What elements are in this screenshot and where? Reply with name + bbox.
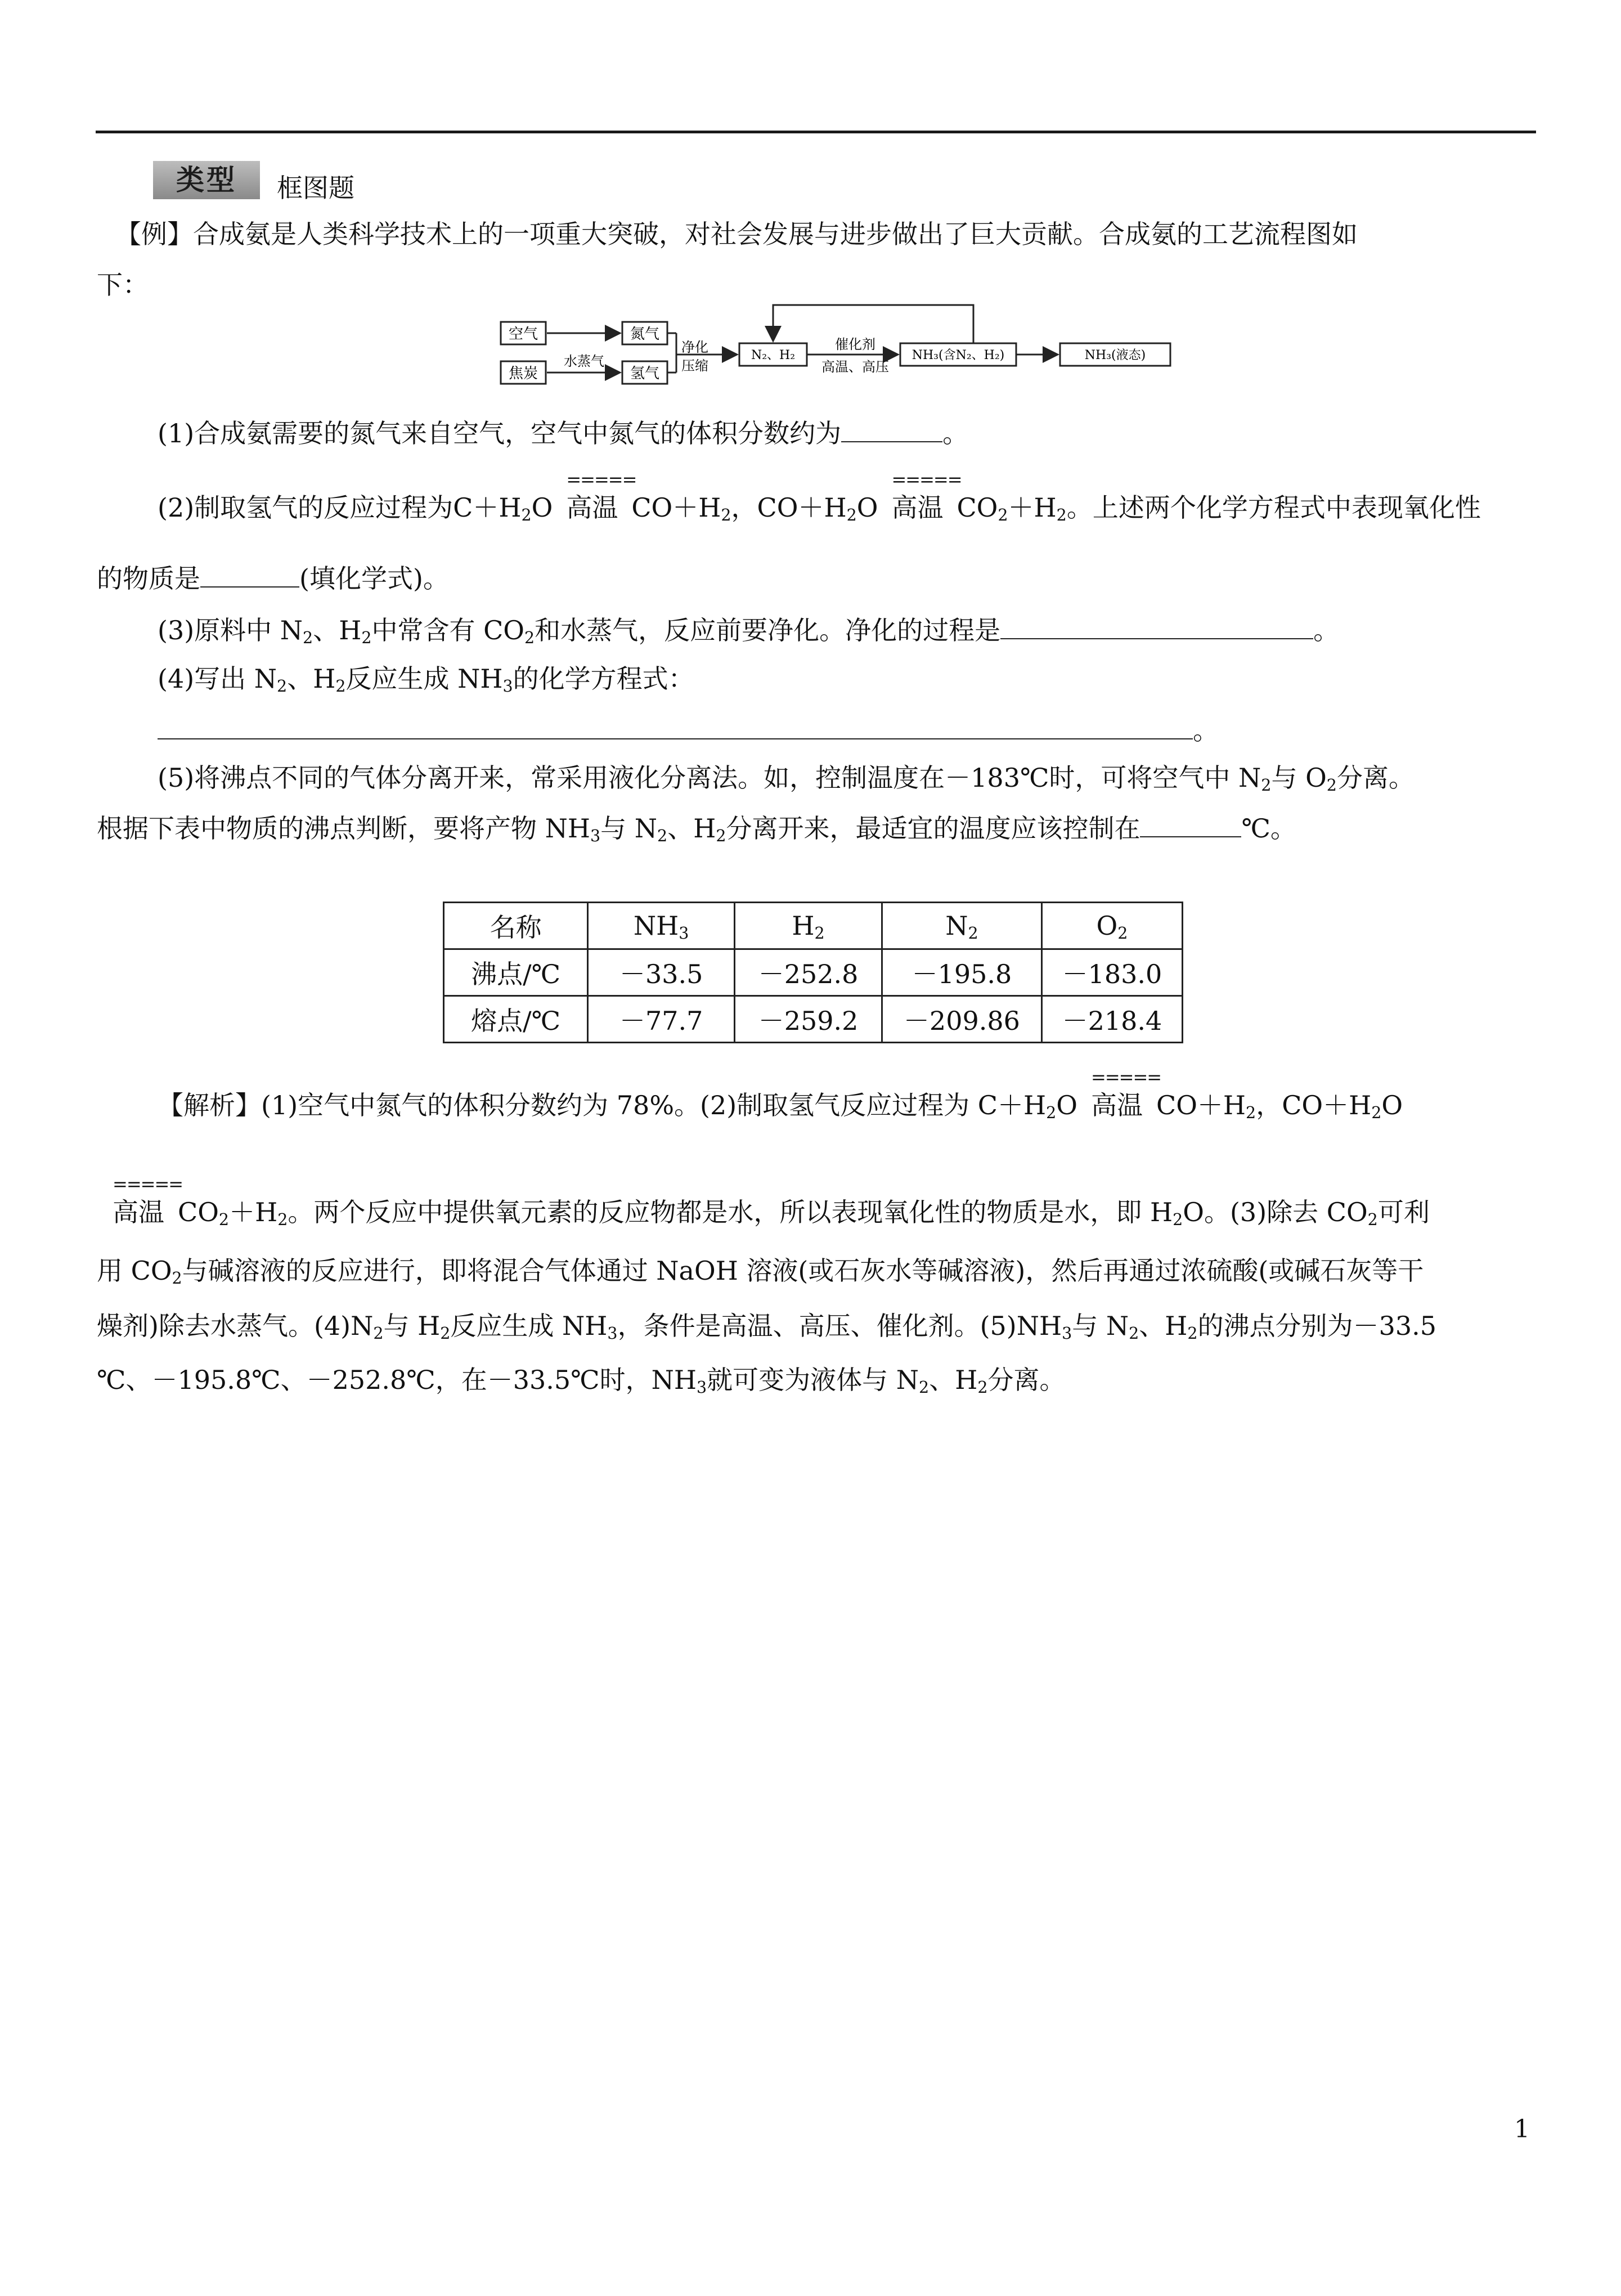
question-5-line1: (5)将沸点不同的气体分离开来，常采用液化分离法。如，控制温度在－183℃时，可将空气中 $N_2$与 $O_2$分离。 (158, 763, 1415, 795)
question-2-line1: (2)制取氢气的反应过程为$C+H_2O$ ===== 高温 $CO+H_2$，$CO+H_2O$ ===== 高温 $CO_2+H_2$。上述两个化学方程式中表现氧化性 (158, 469, 1481, 525)
condition-high-temp: ===== 高温 (891, 469, 962, 523)
label-air: 空气 (508, 326, 538, 343)
section-title: 框图题 (277, 173, 354, 203)
question-3: (3)原料中 $N_2$、$H_2$中常含有 $CO_2$和水蒸气，反应前要净化。净化的过程是 。 (158, 613, 1339, 647)
analysis-line2: ===== 高温 $CO_2+H_2$。两个反应中提供氧元素的反应物都是水，所以表现氧化性的物质是水，即 $H_2O$。(3)除去 $CO_2$可利 (113, 1173, 1430, 1230)
table-row-label: 熔点/℃ (444, 996, 588, 1043)
example-intro-line2: 下： (97, 270, 149, 300)
table-header-cell: $NH_3$ (588, 903, 735, 949)
condition-high-temp: ===== 高温 (113, 1173, 183, 1227)
label-nitrogen: 氮气 (630, 326, 660, 343)
label-coke: 焦炭 (508, 365, 538, 382)
label-purify: 净化 (681, 339, 708, 355)
label-steam: 水蒸气 (564, 353, 604, 369)
question-2-line2: 的物质是 (填化学式)。 (97, 562, 449, 595)
question-1: (1)合成氨需要的氮气来自空气，空气中氮气的体积分数约为 。 (158, 416, 968, 450)
table-header-cell: $O_2$ (1041, 903, 1182, 949)
label-conditions: 高温、高压 (821, 359, 889, 375)
example-intro-line1: 【例】合成氨是人类科学技术上的一项重大突破，对社会发展与进步做出了巨大贡献。合成氨的工艺流程图如 (115, 219, 1358, 249)
table-cell: －77.7 (588, 996, 735, 1043)
example-label: 【例】 (115, 219, 193, 249)
answer-blank-1 (841, 416, 942, 442)
table-cell: －183.0 (1041, 949, 1182, 996)
table-cell: －209.86 (882, 996, 1041, 1043)
answer-blank-5 (1140, 811, 1241, 837)
label-product: NH₃(液态) (1084, 348, 1146, 362)
question-4: (4)写出 $N_2$、$H_2$反应生成 $NH_3$的化学方程式： (158, 663, 694, 696)
table-row-label: 沸点/℃ (444, 949, 588, 996)
boiling-melting-point-table (443, 902, 1183, 1043)
table-row (444, 949, 1183, 996)
answer-blank-4 (158, 714, 1193, 739)
label-hydrogen: 氢气 (630, 365, 660, 382)
page-number: 1 (1514, 2115, 1530, 2143)
answer-blank-3 (1000, 613, 1313, 639)
label-catalyst: 催化剂 (835, 337, 875, 352)
table-cell: －218.4 (1041, 996, 1182, 1043)
header-rule (96, 131, 1536, 133)
analysis-line3: 用 $CO_2$与碱溶液的反应进行，即将混合气体通过 NaOH 溶液(或石灰水等碱溶液)，然后再通过浓硫酸(或碱石灰等干 (97, 1255, 1424, 1288)
analysis-line1: 【解析】(1)空气中氮气的体积分数约为 78%。(2)制取氢气反应过程为 $C+H_2O$ ===== 高温 $CO+H_2$，$CO+H_2O$ (158, 1066, 1403, 1123)
answer-blank-2 (200, 562, 299, 588)
table-cell: －195.8 (882, 949, 1041, 996)
table-row (444, 996, 1183, 1043)
table-header-cell: $N_2$ (882, 903, 1041, 949)
label-mixture: N₂、H₂ (751, 348, 796, 362)
condition-high-temp: ===== 高温 (1091, 1066, 1161, 1120)
ammonia-process-flowchart (495, 298, 1193, 394)
analysis-line5: ℃、－195.8℃、－252.8℃，在－33.5℃时，$NH_3$就可变为液体与 $N_2$、$H_2$分离。 (97, 1365, 1066, 1397)
table-cell: －259.2 (735, 996, 882, 1043)
table-header-row (444, 903, 1183, 949)
table-cell: －33.5 (588, 949, 735, 996)
section-type-tag: 类型 (153, 161, 260, 199)
question-4-answer-line: 。 (158, 714, 1219, 747)
question-5-line2: 根据下表中物质的沸点判断，要将产物 $NH_3$与 $N_2$、$H_2$分离开来，最适宜的温度应该控制在 ℃。 (97, 811, 1296, 845)
table-header-cell: $H_2$ (735, 903, 882, 949)
label-compress: 压缩 (681, 358, 708, 374)
analysis-line4: 燥剂)除去水蒸气。$(4)N_2$与 $H_2$反应生成 $NH_3$，条件是高温、高压、催化剂。$(5)NH_3$与 $N_2$、$H_2$的沸点分别为－33.5 (97, 1311, 1436, 1343)
table-header-cell: 名称 (444, 903, 588, 949)
condition-high-temp: ===== 高温 (566, 469, 636, 523)
table-cell: －252.8 (735, 949, 882, 996)
label-product-mix: NH₃(含N₂、H₂) (911, 348, 1005, 362)
